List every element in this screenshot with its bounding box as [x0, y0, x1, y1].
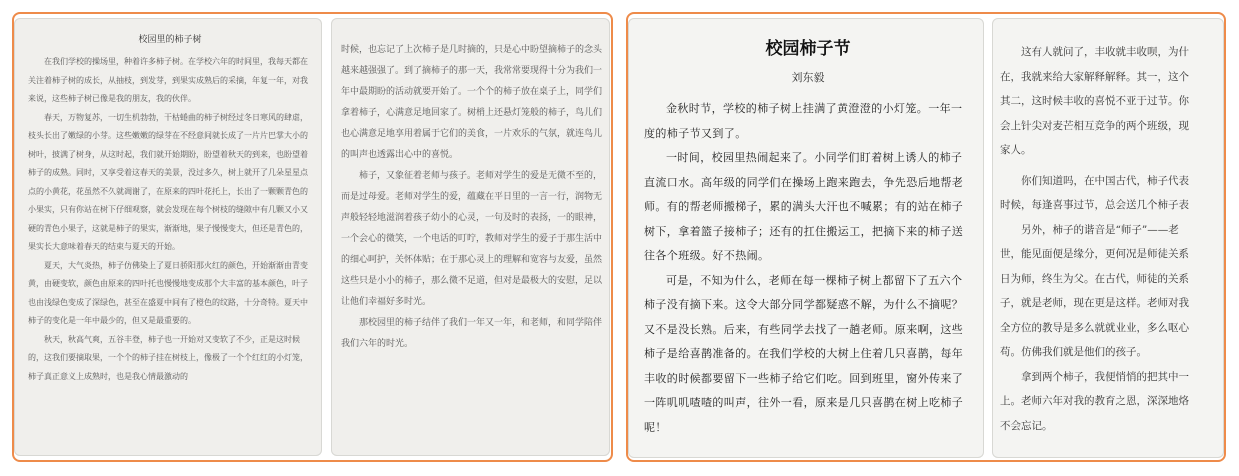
paragraph: 一时间，校园里热闹起来了。小同学们盯着树上诱人的柿子直流口水。高年级的同学们在操场上跑来跑去，争先恐后地帮老师。有的帮老师搬梯子，累的满头大汗也不喊累；有的站在柿子树下，拿着篮子接柿子；还有的扛住搬运工，把摘下来的柿子送往各个班级。好不热闹。	[644, 151, 964, 262]
paragraph: 金秋时节，学校的柿子树上挂满了黄澄澄的小灯笼。一年一度的柿子节又到了。	[644, 102, 963, 140]
essay-page-2	[331, 18, 610, 456]
text-line: 会上针尖对麦芒相互竞争的两个班级，现	[1000, 119, 1189, 132]
essay-page-4	[992, 18, 1224, 458]
text-line: 上。老师六年对我的教育之恩，深深地烙	[1000, 395, 1189, 407]
paragraph: 柿子，又象征着老师与孩子。老师对学生的爱是无微不至的，而是过母爱。老师对学生的爱，蕴藏在平日里的一言一行，润物无声般轻轻地滋润着孩子幼小的心灵，一句及时的表扬，一的眼神，一个会心的微笑，一个电话的叮咛，教师对学生的爱子于那生活中的细心呵护，关怀体贴；在于那心灵上的理解和宽容与友爱，虽然这些只是小小的柿子，那么微不足道，但对是最极大的安慰，足以让他们幸福好多时光。	[341, 171, 603, 307]
text-line: 其二，这时候丰收的喜悦不亚于过节。你	[1000, 95, 1189, 107]
paragraph: 夏天，大气炎热，柿子仿佛染上了夏日骄阳那火红的颜色，开始渐渐由青变黄，由硬变软，颜色由原来的四叶托也慢慢地变成那个大丰富的基本颜色，叶子也由浅绿色变成了深绿色，甚至在盛夏中间有了橙色的纹路，十分奇特。夏天中柿子的变化是一年中最少的，但又是最重要的。	[28, 260, 308, 325]
text-line: 你们知道吗，在中国古代，柿子代表	[1021, 174, 1189, 187]
page-title: 校园柿子节	[765, 39, 851, 59]
paragraph: 可是，不知为什么，老师在每一棵柿子树上都留下了五六个柿子没有摘下来。这令大部分同学都疑惑不解，为什么不摘呢？又不是没长熟。后来，有些同学去找了一趟老师。原来啊，这些柿子是给喜鹊准备的。在我们学校的大树上住着几只喜鹊，每年丰收的时候都要留下一些柿子给它们吃。回到班里，窗外传来了一阵叽叽喳喳的叫声，往外一看，原来是几只喜鹊在树上吃柿子呢！	[644, 273, 964, 434]
paragraph: 在我们学校的操场里，种着许多柿子树。在学校六年的时间里，我每天都在关注着柿子树的成长，从抽枝，到发芽，到果实成熟后的采摘，年复一年，对我来说，这些柿子树已像是我的朋友，我的伙伴。	[28, 57, 308, 103]
essay-page-1	[14, 18, 322, 456]
text-line: 苟。仿佛我们就是他们的孩子。	[1000, 346, 1147, 358]
author-name: 刘东毅	[791, 71, 825, 84]
essay-page-3	[628, 18, 984, 458]
text-line: 子，就是老师，现在更是这样。老师对我	[1000, 297, 1189, 309]
paragraph: 春天，万物复苏，一切生机勃勃，干枯蜷曲的柿子树经过冬日寒风的肆虐，枝头长出了嫩绿的小芽。这些嫩嫩的绿芽在不经意间就长成了一片片巴掌大小的树叶，披满了树身，从这时起，我们就开始期盼，盼望着秋天的到来，也盼望着柿子的成熟。同时，又享受着这春天的美景，没过多久，树上就开了几朵星星点点的小黄花，花虽然不久就凋谢了，在原来的四叶花托上，长出了一颗颗青色的小果实，只有你站在树下仔细观察，就会发现在每个树枝的缝隙中有几颗又小又硬的青色小果子，这就是柿子的果实，渐渐地，果子慢慢变大，但还是青色的，果实长大意味着春天的结束与夏天的开始。	[28, 112, 308, 251]
text-line: 拿到两个柿子，我便悄悄的把其中一	[1021, 370, 1189, 383]
paragraph: 秋天，秋高气爽，五谷丰登，柿子也一开始对又变软了不少，正是这时候的，这我们要摘取果，一个个的柿子挂在树枝上，像极了一个个红红的小灯笼，柿子真正意义上成熟时，也是我心情最激动的	[28, 334, 308, 381]
paragraph: 那校园里的柿子结伴了我们一年又一年，和老师，和同学陪伴我们六年的时光。	[341, 318, 603, 349]
text-line: 不会忘记。	[1000, 419, 1053, 432]
text-line: 另外，柿子的谐音是“师子”——老	[1021, 223, 1179, 236]
page-title: 校园里的柿子树	[138, 35, 202, 45]
text-line: 全方位的教导是多么就就业业，多么呕心	[1000, 321, 1189, 334]
text-line: 世，能见面便是缘分，更何况是师徒关系	[1000, 248, 1189, 260]
text-line: 时候，每逢喜事过节，总会送几个柿子表	[1000, 199, 1189, 211]
text-line: 这有人就问了，丰收就丰收呗，为什	[1021, 46, 1189, 58]
text-line: 日为师，终生为父。在古代，师徒的关系	[1000, 272, 1189, 285]
text-line: 在，我就来给大家解释解释。其一，这个	[1000, 70, 1189, 83]
paragraph: 时候，也忘记了上次柿子是几时摘的，只是心中盼望摘柿子的念头越来越强强了。到了摘柿子的那一天，我常常要现得十分为我们一年中最期盼的活动就要开始了。一个个的柿子放在桌子上，同学们拿着柿子，心满意足地回家了。树梢上还悬灯笼般的柿子，鸟儿们也心满意足地享用着属于它们的美食，一片欢乐的气氛，就连鸟儿的叫声也透露出心中的喜悦。	[341, 45, 603, 160]
text-line: 家人。	[1000, 144, 1032, 156]
